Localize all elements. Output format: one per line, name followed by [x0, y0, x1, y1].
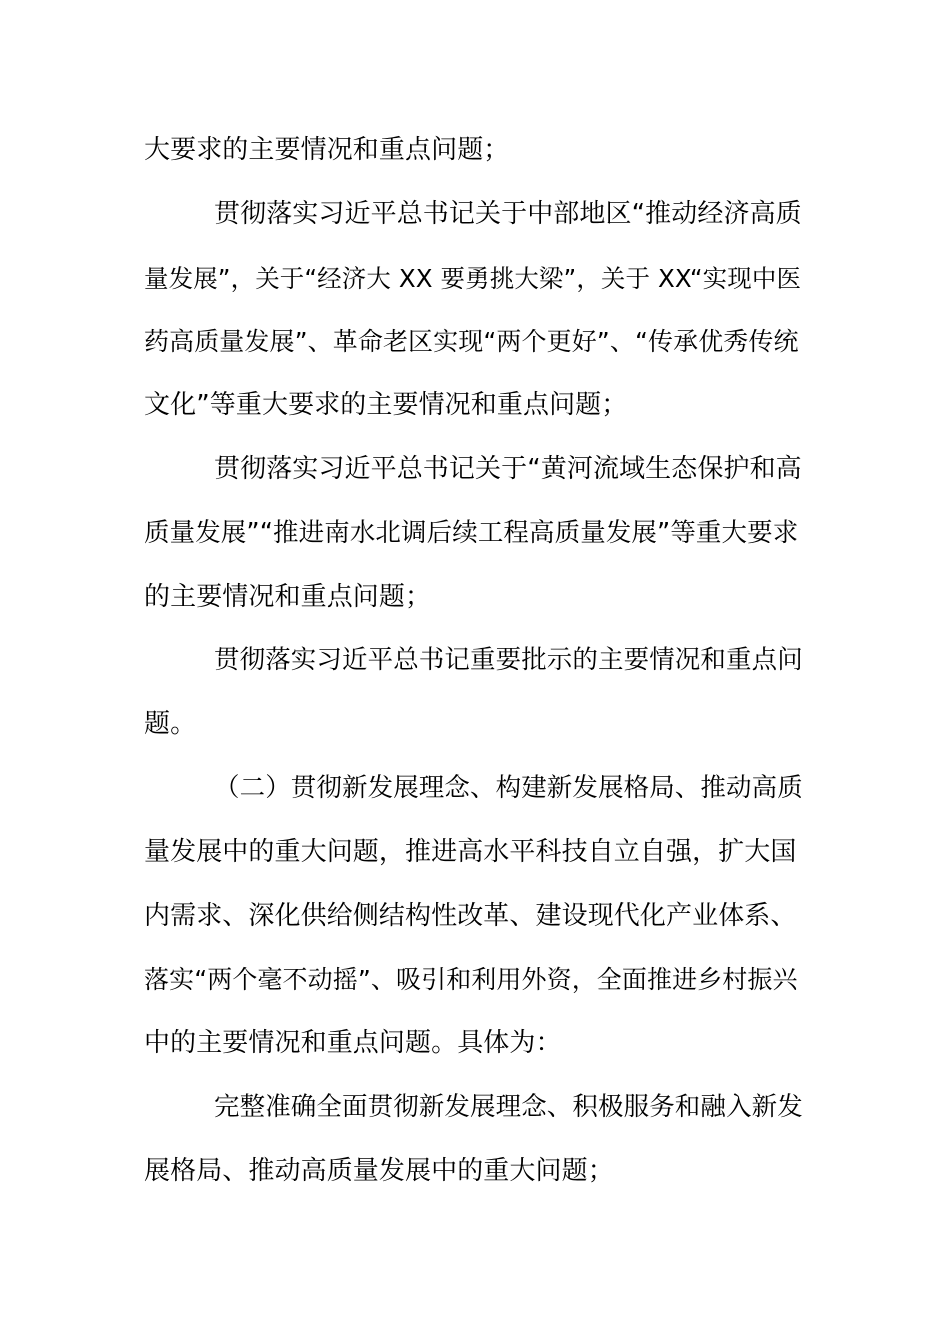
- text-line-3: 量发展”，关于“经济大 XX 要勇挑大梁”，关于 XX“实现中医: [144, 263, 802, 293]
- text-line-17: 展格局、推动高质量发展中的重大问题；: [144, 1155, 614, 1186]
- text-line-10: 题。: [144, 709, 197, 740]
- text-line-6: 贯彻落实习近平总书记关于“黄河流域生态保护和高: [214, 453, 802, 484]
- text-line-7: 质量发展”“推进南水北调后续工程高质量发展”等重大要求: [144, 517, 799, 548]
- text-line-14: 落实“两个毫不动摇”、吸引和利用外资，全面推进乡村振兴: [144, 965, 798, 995]
- text-line-1: 大要求的主要情况和重点问题；: [144, 135, 510, 165]
- body-text: [144, 119, 808, 1204]
- text-line-12: 量发展中的重大问题，推进高水平科技自立自强，扩大国: [144, 836, 797, 867]
- text-line-16: 完整准确全面贯彻新发展理念、积极服务和融入新发: [214, 1091, 803, 1122]
- text-line-9: 贯彻落实习近平总书记重要批示的主要情况和重点问: [214, 645, 803, 676]
- text-line-4: 药高质量发展”、革命老区实现“两个更好”、“传承优秀传统: [144, 327, 799, 357]
- text-line-8: 的主要情况和重点问题；: [144, 581, 432, 612]
- text-line-13: 内需求、深化供给侧结构性改革、建设现代化产业体系、: [144, 900, 797, 931]
- text-line-11: （二）贯彻新发展理念、构建新发展格局、推动高质: [214, 772, 803, 803]
- text-line-5: 文化”等重大要求的主要情况和重点问题；: [144, 390, 628, 421]
- text-line-2: 贯彻落实习近平总书记关于中部地区“推动经济高质: [214, 198, 802, 229]
- text-line-15: 中的主要情况和重点问题。具体为：: [144, 1028, 562, 1059]
